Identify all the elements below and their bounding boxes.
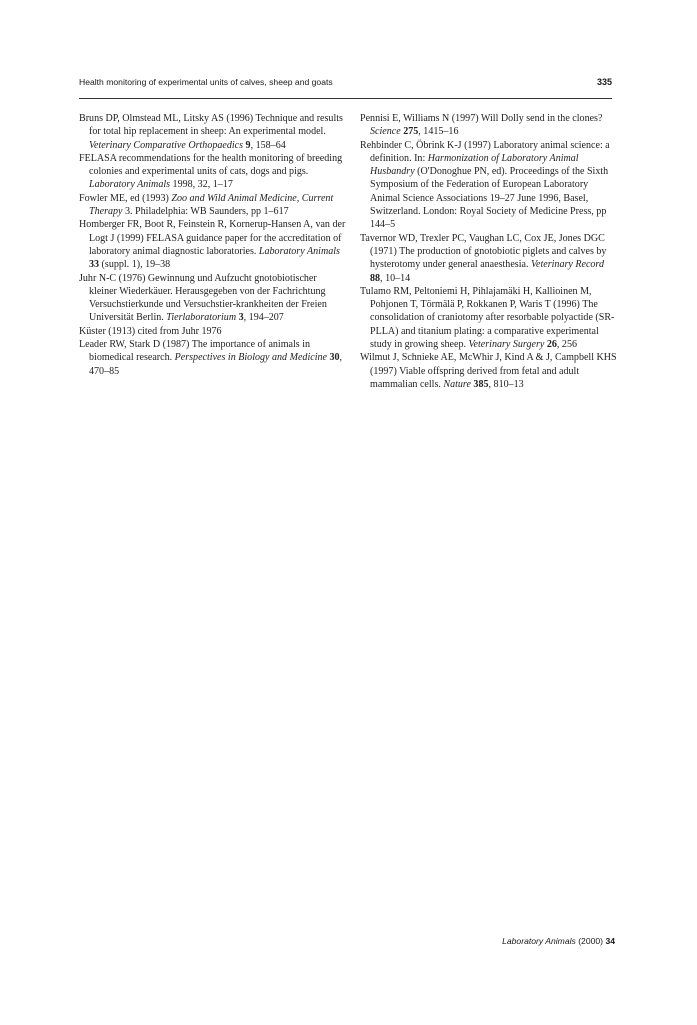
reference-entry: Tavernor WD, Trexler PC, Vaughan LC, Cox JE, Jones DGC (1971) The production of gnotobiotic piglets and calves by hysterotomy under general anaesthesia. Veterinary Record 88, 10–14 <box>360 232 607 284</box>
references-right-column <box>360 112 618 391</box>
footer-volume: 34 <box>605 936 615 946</box>
reference-entry: Juhr N-C (1976) Gewinnung und Aufzucht gnotobiotischer kleiner Wiederkäuer. Herausgegeben von der Fachrichtung Versuchstierkunde und Versuchstier-krankheiten der Freien Universität Berlin. Tierlaboratorium 3, 194–207 <box>79 272 327 324</box>
reference-entry: Pennisi E, Williams N (1997) Will Dolly send in the clones? Science 275, 1415–16 <box>360 113 603 138</box>
reference-entry: Tulamo RM, Peltoniemi H, Pihlajamäki H, Kallioinen M, Pohjonen T, Törmälä P, Rokkanen P, Waris T (1996) The consolidation of craniotomy after resorbable polyactide (SR-PLLA) and titanium plating: a comparative experimental study in growing sheep. Veterinary Surgery 26, 256 <box>360 285 615 351</box>
page-number: 335 <box>596 77 612 87</box>
running-header <box>79 77 612 87</box>
footer-year: (2000) <box>575 936 606 946</box>
reference-entry: Leader RW, Stark D (1987) The importance of animals in biomedical research. Perspectives in Biology and Medicine 30, 470–85 <box>79 339 343 377</box>
header-rule <box>79 98 612 99</box>
running-title: Health monitoring of experimental units of calves, sheep and goats <box>79 77 333 87</box>
reference-entry: Wilmut J, Schnieke AE, McWhir J, Kind A & J, Campbell KHS (1997) Viable offspring derived from fetal and adult mammalian cells. Nature 385, 810–13 <box>360 352 617 390</box>
footer-journal: Laboratory Animals <box>502 936 576 946</box>
reference-entry: Fowler ME, ed (1993) Zoo and Wild Animal Medicine, Current Therapy 3. Philadelphia: WB Saunders, pp 1–617 <box>79 192 334 218</box>
reference-entry: Homberger FR, Boot R, Feinstein R, Kornerup-Hansen A, van der Logt J (1999) FELASA guidance paper for the accreditation of laboratory animal diagnostic laboratories. Laboratory Animals 33 (suppl. 1), 19–38 <box>79 219 346 271</box>
references-left-column <box>79 112 346 378</box>
reference-entry: Rehbinder C, Öbrink K-J (1997) Laboratory animal science: a definition. In: Harmonization of Laboratory Animal Husbandry (O'Donoghue PN, ed). Proceedings of the Sixth Symposium of the Federation of European Laboratory Animal Science Associations 19–27 June 1996, Basel, Switzerland. London: Royal Society of Medicine Press, pp 144–5 <box>360 139 610 231</box>
reference-entry: Küster (1913) cited from Juhr 1976 <box>79 325 222 337</box>
reference-entry: FELASA recommendations for the health monitoring of breeding colonies and experimental units of cats, dogs and pigs. Laboratory Animals 1998, 32, 1–17 <box>79 152 343 191</box>
reference-entry: Bruns DP, Olmstead ML, Litsky AS (1996) Technique and results for total hip replacement in sheep: An experimental model. Veterinary Comparative Orthopaedics 9, 158–64 <box>79 113 343 151</box>
journal-footer <box>502 936 615 946</box>
